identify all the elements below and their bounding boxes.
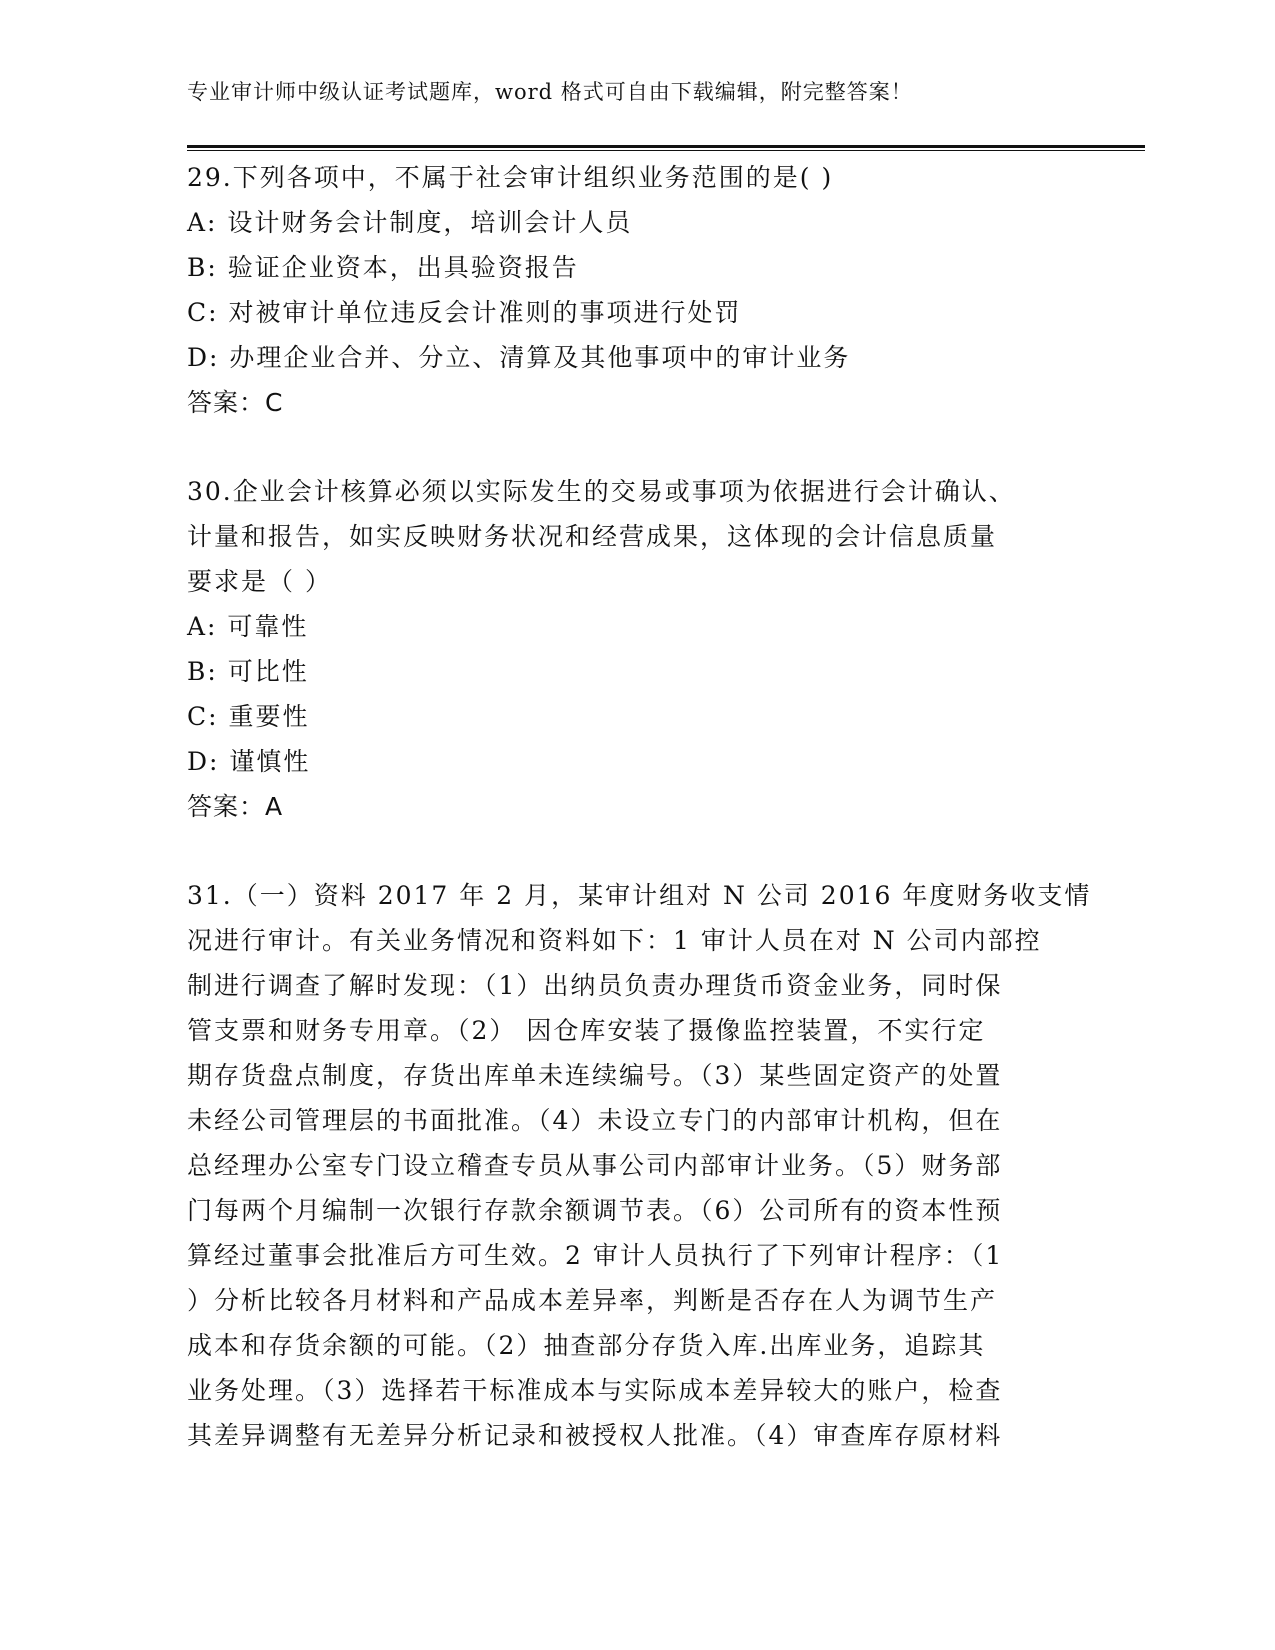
option-c: C: 重要性 <box>187 702 310 731</box>
option-c: C: 对被审计单位违反会计准则的事项进行处罚 <box>187 298 742 327</box>
question-31-line: 制进行调查了解时发现：（1）出纳员负责办理货币资金业务，同时保 <box>187 971 1003 1000</box>
answer: 答案：C <box>187 388 284 417</box>
spacer <box>187 425 1077 469</box>
question-31-line: 成本和存货余额的可能。（2）抽查部分存货入库.出库业务，追踪其 <box>187 1331 986 1360</box>
question-stem-line-1: 30.企业会计核算必须以实际发生的交易或事项为依据进行会计确认、 <box>187 477 1016 506</box>
question-31-line: 业务处理。（3）选择若干标准成本与实际成本差异较大的账户，检查 <box>187 1376 1003 1405</box>
question-31-line: 总经理办公室专门设立稽查专员从事公司内部审计业务。（5）财务部 <box>187 1151 1003 1180</box>
question-31-line: 未经公司管理层的书面批准。（4）未设立专门的内部审计机构，但在 <box>187 1106 1003 1135</box>
question-31-line: 算经过董事会批准后方可生效。2 审计人员执行了下列审计程序：（1 <box>187 1241 1004 1270</box>
header-rule-thin <box>187 150 1145 151</box>
question-31 <box>187 873 1092 1458</box>
option-a: A: 可靠性 <box>187 612 309 641</box>
spacer <box>187 829 1077 873</box>
question-stem-line-3: 要求是（ ） <box>187 567 332 596</box>
question-31-line: 管支票和财务专用章。（2） 因仓库安装了摄像监控装置，不实行定 <box>187 1016 986 1045</box>
option-b: B: 验证企业资本，出具验资报告 <box>187 253 579 282</box>
question-stem-line-2: 计量和报告，如实反映财务状况和经营成果，这体现的会计信息质量 <box>187 522 998 551</box>
option-d: D: 办理企业合并、分立、清算及其他事项中的审计业务 <box>187 343 851 372</box>
option-d: D: 谨慎性 <box>187 747 311 776</box>
question-29 <box>187 155 1077 425</box>
answer: 答案：A <box>187 792 284 821</box>
question-31-line: 况进行审计。有关业务情况和资料如下：1 审计人员在对 N 公司内部控 <box>187 926 1042 955</box>
option-a: A: 设计财务会计制度，培训会计人员 <box>187 208 633 237</box>
question-30 <box>187 469 1077 829</box>
question-31-line: 31.（一）资料 2017 年 2 月，某审计组对 N 公司 2016 年度财务收支情 <box>187 881 1092 910</box>
page-header: 专业审计师中级认证考试题库，word 格式可自由下载编辑，附完整答案！ <box>187 80 913 104</box>
header-rule-thick <box>187 145 1145 148</box>
question-31-line: 门每两个月编制一次银行存款余额调节表。（6）公司所有的资本性预 <box>187 1196 1003 1225</box>
option-b: B: 可比性 <box>187 657 309 686</box>
question-31-line: 其差异调整有无差异分析记录和被授权人批准。（4）审查库存原材料 <box>187 1421 1003 1450</box>
question-31-line: 期存货盘点制度，存货出库单未连续编号。（3）某些固定资产的处置 <box>187 1061 1003 1090</box>
document-body <box>187 155 1092 1458</box>
question-stem: 29.下列各项中，不属于社会审计组织业务范围的是( ) <box>187 163 834 192</box>
question-31-line: ）分析比较各月材料和产品成本差异率，判断是否存在人为调节生产 <box>187 1286 998 1315</box>
